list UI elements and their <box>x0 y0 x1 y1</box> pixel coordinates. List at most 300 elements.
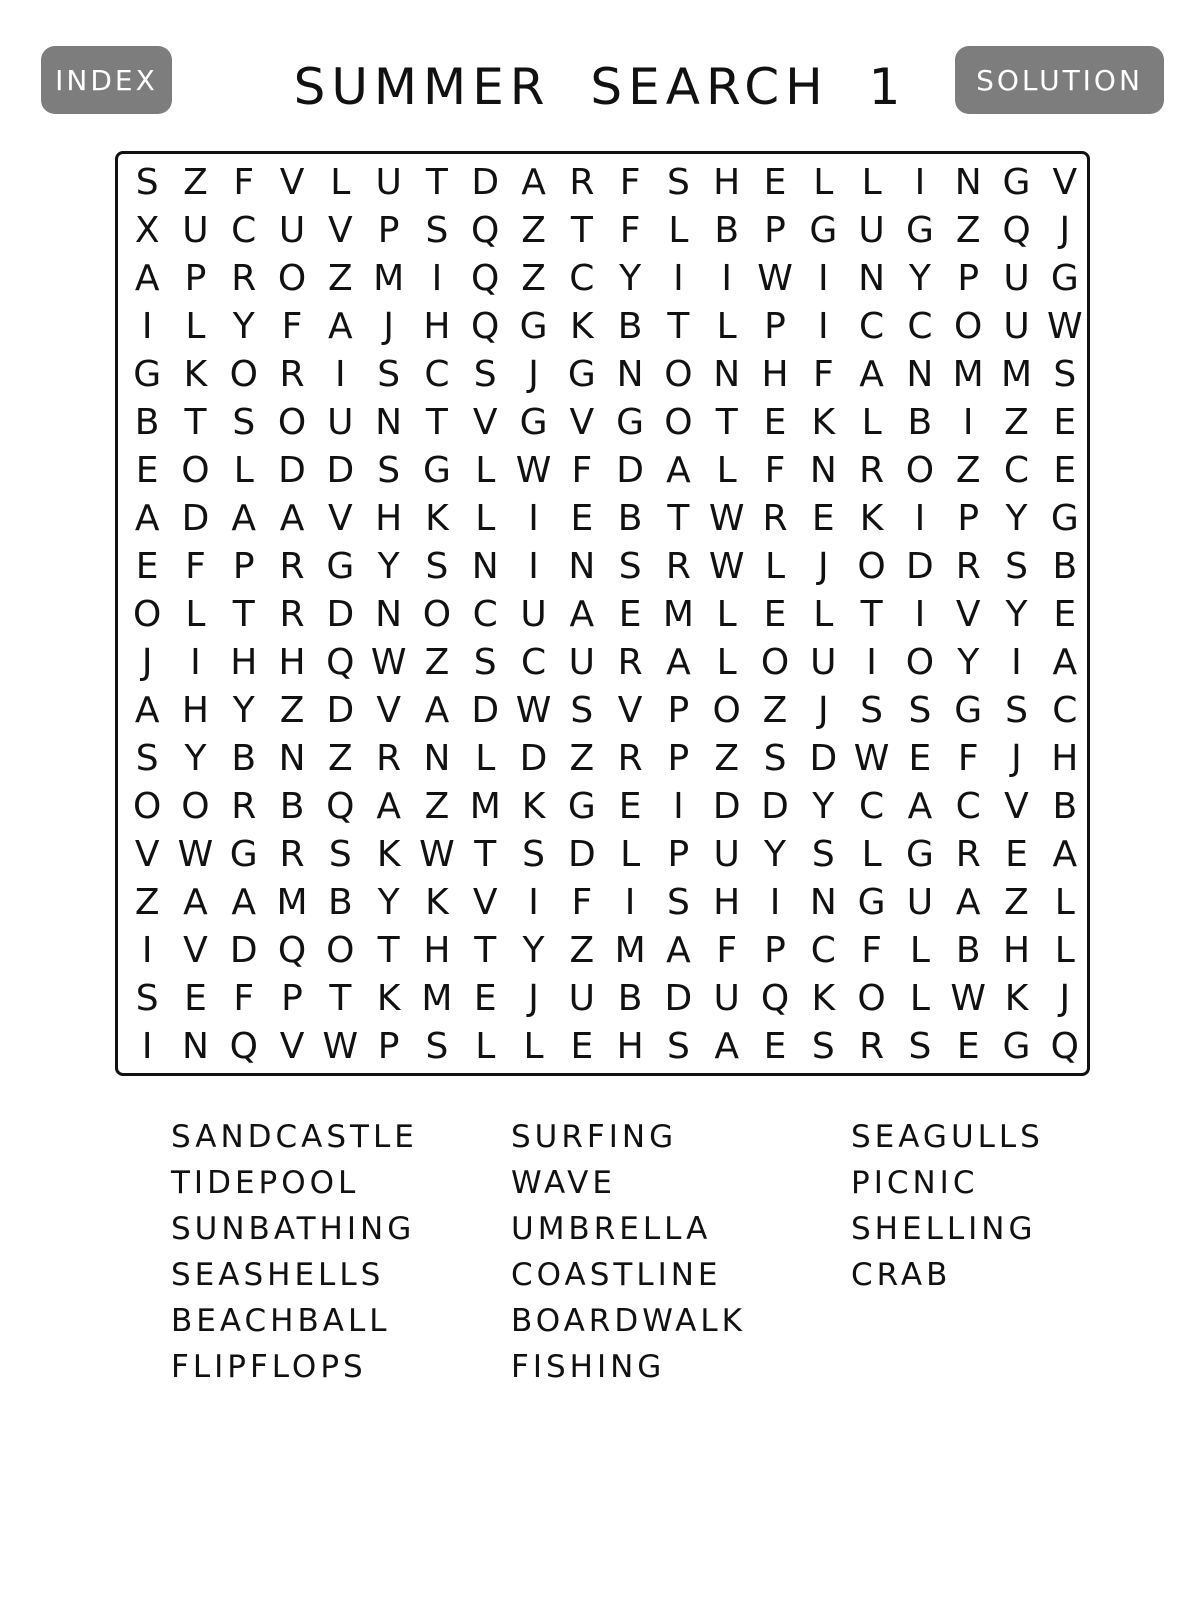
grid-cell[interactable]: G <box>519 401 548 443</box>
grid-cell[interactable]: P <box>281 977 303 1019</box>
grid-cell[interactable]: L <box>330 161 351 203</box>
grid-cell[interactable]: I <box>335 353 346 395</box>
grid-cell[interactable]: F <box>764 449 786 491</box>
grid-cell[interactable]: Z <box>569 929 595 971</box>
grid-cell[interactable]: F <box>812 353 834 395</box>
grid-cell[interactable]: Z <box>328 737 353 779</box>
grid-cell[interactable]: O <box>277 401 307 443</box>
grid-cell[interactable]: R <box>231 257 257 299</box>
grid-cell[interactable]: D <box>616 449 644 491</box>
grid-cell[interactable]: I <box>769 881 781 923</box>
grid-cell[interactable]: B <box>955 929 981 971</box>
grid-cell[interactable]: E <box>908 737 932 779</box>
grid-cell[interactable]: R <box>279 593 305 635</box>
grid-cell[interactable]: J <box>817 545 829 587</box>
grid-cell[interactable]: C <box>569 257 595 299</box>
grid-cell[interactable]: W <box>950 977 986 1019</box>
grid-cell[interactable]: L <box>233 449 254 491</box>
grid-cell[interactable]: H <box>616 1025 644 1067</box>
grid-cell[interactable]: L <box>668 209 689 251</box>
grid-cell[interactable]: Q <box>229 1025 258 1067</box>
grid-cell[interactable]: P <box>764 305 786 347</box>
grid-cell[interactable]: E <box>570 1025 594 1067</box>
grid-cell[interactable]: M <box>952 353 984 395</box>
grid-cell[interactable]: G <box>229 833 258 875</box>
grid-cell[interactable]: L <box>716 449 737 491</box>
grid-cell[interactable]: Z <box>134 881 160 923</box>
grid-cell[interactable]: C <box>231 209 257 251</box>
grid-cell[interactable]: C <box>520 641 547 683</box>
grid-cell[interactable]: G <box>1002 1025 1031 1067</box>
grid-cell[interactable]: S <box>1005 545 1028 587</box>
grid-cell[interactable]: G <box>1050 257 1079 299</box>
grid-cell[interactable]: N <box>858 257 886 299</box>
grid-cell[interactable]: V <box>183 929 208 971</box>
grid-cell[interactable]: U <box>858 209 885 251</box>
grid-cell[interactable]: Q <box>326 785 355 827</box>
grid-cell[interactable]: V <box>328 209 353 251</box>
grid-cell[interactable]: T <box>667 305 690 347</box>
grid-cell[interactable]: R <box>617 737 643 779</box>
grid-cell[interactable]: R <box>762 497 788 539</box>
grid-cell[interactable]: Z <box>569 737 595 779</box>
grid-cell[interactable]: B <box>617 497 643 539</box>
grid-cell[interactable]: B <box>714 209 740 251</box>
grid-cell[interactable]: Z <box>521 257 546 299</box>
grid-cell[interactable]: H <box>230 641 258 683</box>
grid-cell[interactable]: O <box>181 449 210 491</box>
grid-cell[interactable]: A <box>569 593 595 635</box>
grid-cell[interactable]: B <box>1052 785 1078 827</box>
grid-cell[interactable]: M <box>276 881 308 923</box>
grid-cell[interactable]: W <box>757 257 793 299</box>
grid-cell[interactable]: Z <box>762 689 788 731</box>
grid-cell[interactable]: U <box>713 833 740 875</box>
grid-cell[interactable]: G <box>133 353 162 395</box>
grid-cell[interactable]: U <box>520 593 547 635</box>
grid-cell[interactable]: A <box>666 449 691 491</box>
grid-cell[interactable]: O <box>181 785 210 827</box>
grid-cell[interactable]: O <box>857 977 886 1019</box>
grid-cell[interactable]: K <box>521 785 546 827</box>
grid-cell[interactable]: L <box>861 401 882 443</box>
grid-cell[interactable]: U <box>278 209 306 251</box>
grid-cell[interactable]: L <box>716 593 737 635</box>
grid-cell[interactable]: Q <box>760 977 790 1019</box>
grid-cell[interactable]: T <box>667 497 690 539</box>
grid-cell[interactable]: N <box>375 401 403 443</box>
grid-cell[interactable]: L <box>620 833 641 875</box>
grid-cell[interactable]: N <box>568 545 596 587</box>
grid-cell[interactable]: T <box>184 401 207 443</box>
grid-cell[interactable]: J <box>528 977 539 1019</box>
grid-cell[interactable]: S <box>1053 353 1077 395</box>
grid-cell[interactable]: F <box>571 449 593 491</box>
grid-cell[interactable]: H <box>1002 929 1031 971</box>
grid-cell[interactable]: L <box>523 1025 544 1067</box>
grid-cell[interactable]: W <box>515 689 552 731</box>
grid-cell[interactable]: P <box>377 1025 400 1067</box>
grid-cell[interactable]: N <box>181 1025 209 1067</box>
grid-cell[interactable]: R <box>376 737 402 779</box>
grid-cell[interactable]: Y <box>957 641 980 683</box>
grid-cell[interactable]: F <box>571 881 593 923</box>
grid-cell[interactable]: Q <box>1050 1025 1079 1067</box>
grid-cell[interactable]: T <box>860 593 883 635</box>
grid-cell[interactable]: A <box>1052 641 1078 683</box>
grid-cell[interactable]: S <box>666 881 690 923</box>
grid-cell[interactable]: I <box>141 305 153 347</box>
grid-cell[interactable]: O <box>132 593 162 635</box>
grid-cell[interactable]: T <box>232 593 255 635</box>
grid-cell[interactable]: E <box>1053 449 1077 491</box>
grid-cell[interactable]: O <box>277 257 307 299</box>
grid-cell[interactable]: L <box>475 497 496 539</box>
grid-cell[interactable]: I <box>721 257 733 299</box>
grid-cell[interactable]: A <box>955 881 981 923</box>
grid-cell[interactable]: Y <box>184 737 207 779</box>
grid-cell[interactable]: T <box>570 209 593 251</box>
grid-cell[interactable]: S <box>860 689 884 731</box>
grid-cell[interactable]: L <box>1054 929 1075 971</box>
grid-cell[interactable]: F <box>619 161 641 203</box>
grid-cell[interactable]: N <box>906 353 934 395</box>
grid-cell[interactable]: D <box>471 161 500 203</box>
grid-cell[interactable]: V <box>1004 785 1029 827</box>
grid-cell[interactable]: N <box>423 737 451 779</box>
grid-cell[interactable]: I <box>1011 641 1022 683</box>
grid-cell[interactable]: D <box>229 929 258 971</box>
grid-cell[interactable]: S <box>666 161 690 203</box>
grid-cell[interactable]: C <box>1052 689 1078 731</box>
grid-cell[interactable]: S <box>811 1025 835 1067</box>
grid-cell[interactable]: S <box>522 833 545 875</box>
grid-cell[interactable]: Y <box>1005 593 1028 635</box>
grid-cell[interactable]: W <box>708 545 745 587</box>
grid-cell[interactable]: K <box>1004 977 1029 1019</box>
grid-cell[interactable]: B <box>1052 545 1078 587</box>
grid-cell[interactable]: S <box>908 689 932 731</box>
grid-cell[interactable]: L <box>909 929 930 971</box>
grid-cell[interactable]: C <box>810 929 836 971</box>
grid-cell[interactable]: H <box>375 497 403 539</box>
grid-cell[interactable]: J <box>1059 209 1071 251</box>
grid-cell[interactable]: R <box>617 641 643 683</box>
grid-cell[interactable]: G <box>567 785 596 827</box>
grid-cell[interactable]: P <box>232 545 255 587</box>
grid-cell[interactable]: U <box>568 641 595 683</box>
grid-cell[interactable]: B <box>617 977 643 1019</box>
grid-cell[interactable]: C <box>1003 449 1030 491</box>
grid-cell[interactable]: D <box>471 689 500 731</box>
grid-cell[interactable]: Z <box>183 161 208 203</box>
grid-cell[interactable]: F <box>281 305 303 347</box>
grid-cell[interactable]: S <box>763 737 787 779</box>
grid-cell[interactable]: D <box>519 737 548 779</box>
grid-cell[interactable]: Q <box>326 641 355 683</box>
grid-cell[interactable]: P <box>764 929 786 971</box>
grid-cell[interactable]: A <box>424 689 450 731</box>
grid-cell[interactable]: L <box>813 161 834 203</box>
grid-cell[interactable]: K <box>183 353 208 395</box>
grid-cell[interactable]: F <box>233 977 255 1019</box>
grid-cell[interactable]: G <box>1050 497 1079 539</box>
grid-cell[interactable]: A <box>231 497 257 539</box>
grid-cell[interactable]: L <box>185 305 206 347</box>
grid-cell[interactable]: O <box>422 593 452 635</box>
grid-cell[interactable]: H <box>1051 737 1079 779</box>
grid-cell[interactable]: Z <box>714 737 740 779</box>
grid-cell[interactable]: E <box>135 545 159 587</box>
grid-cell[interactable]: C <box>472 593 498 635</box>
grid-cell[interactable]: D <box>326 689 355 731</box>
grid-cell[interactable]: I <box>624 881 636 923</box>
grid-cell[interactable]: A <box>376 785 401 827</box>
grid-cell[interactable]: M <box>1000 353 1033 395</box>
grid-cell[interactable]: N <box>471 545 499 587</box>
grid-cell[interactable]: V <box>134 833 160 875</box>
grid-cell[interactable]: N <box>616 353 644 395</box>
grid-cell[interactable]: Y <box>232 305 255 347</box>
grid-cell[interactable]: R <box>279 833 305 875</box>
grid-cell[interactable]: U <box>906 881 934 923</box>
grid-cell[interactable]: C <box>907 305 933 347</box>
grid-cell[interactable]: A <box>521 161 546 203</box>
grid-cell[interactable]: Y <box>908 257 931 299</box>
grid-cell[interactable]: N <box>809 881 837 923</box>
grid-cell[interactable]: C <box>424 353 450 395</box>
grid-cell[interactable]: E <box>1053 593 1077 635</box>
grid-cell[interactable]: K <box>570 305 594 347</box>
grid-cell[interactable]: M <box>421 977 453 1019</box>
grid-cell[interactable]: F <box>957 737 979 779</box>
grid-cell[interactable]: I <box>528 881 539 923</box>
grid-cell[interactable]: R <box>665 545 691 587</box>
grid-cell[interactable]: L <box>813 593 834 635</box>
grid-cell[interactable]: F <box>619 209 641 251</box>
grid-cell[interactable]: A <box>1052 833 1078 875</box>
grid-cell[interactable]: K <box>811 401 836 443</box>
grid-cell[interactable]: A <box>183 881 208 923</box>
grid-cell[interactable]: P <box>184 257 207 299</box>
grid-cell[interactable]: F <box>233 161 255 203</box>
grid-cell[interactable]: Y <box>377 545 400 587</box>
grid-cell[interactable]: Q <box>471 305 500 347</box>
grid-cell[interactable]: T <box>474 833 497 875</box>
grid-cell[interactable]: D <box>326 449 355 491</box>
grid-cell[interactable]: U <box>375 161 402 203</box>
grid-cell[interactable]: W <box>322 1025 359 1067</box>
grid-cell[interactable]: L <box>475 449 496 491</box>
grid-cell[interactable]: H <box>713 881 741 923</box>
grid-cell[interactable]: R <box>279 545 305 587</box>
grid-cell[interactable]: V <box>472 401 498 443</box>
grid-cell[interactable]: Y <box>377 881 400 923</box>
grid-cell[interactable]: U <box>568 977 595 1019</box>
grid-cell[interactable]: J <box>817 689 829 731</box>
grid-cell[interactable]: E <box>473 977 497 1019</box>
grid-cell[interactable]: O <box>905 449 935 491</box>
grid-cell[interactable]: S <box>1005 689 1028 731</box>
grid-cell[interactable]: W <box>370 641 407 683</box>
grid-cell[interactable]: S <box>135 737 159 779</box>
grid-cell[interactable]: V <box>1052 161 1078 203</box>
grid-cell[interactable]: E <box>1005 833 1028 875</box>
grid-cell[interactable]: N <box>954 161 982 203</box>
grid-cell[interactable]: J <box>1059 977 1071 1019</box>
grid-cell[interactable]: B <box>907 401 933 443</box>
grid-cell[interactable]: R <box>955 833 981 875</box>
grid-cell[interactable]: N <box>375 593 403 635</box>
grid-cell[interactable]: D <box>326 593 355 635</box>
grid-cell[interactable]: G <box>1002 161 1031 203</box>
grid-cell[interactable]: E <box>618 593 642 635</box>
grid-cell[interactable]: R <box>279 353 305 395</box>
grid-cell[interactable]: V <box>376 689 401 731</box>
grid-cell[interactable]: S <box>908 1025 932 1067</box>
grid-cell[interactable]: T <box>425 161 448 203</box>
grid-cell[interactable]: S <box>618 545 642 587</box>
grid-cell[interactable]: W <box>853 737 890 779</box>
grid-cell[interactable]: Z <box>424 785 450 827</box>
grid-cell[interactable]: O <box>760 641 790 683</box>
grid-cell[interactable]: D <box>906 545 934 587</box>
grid-cell[interactable]: I <box>914 161 926 203</box>
grid-cell[interactable]: A <box>859 353 884 395</box>
grid-cell[interactable]: L <box>861 161 882 203</box>
grid-cell[interactable]: Y <box>522 929 545 971</box>
grid-cell[interactable]: A <box>666 929 691 971</box>
grid-cell[interactable]: G <box>857 881 886 923</box>
grid-cell[interactable]: U <box>182 209 209 251</box>
grid-cell[interactable]: O <box>326 929 355 971</box>
grid-cell[interactable]: C <box>859 785 885 827</box>
grid-cell[interactable]: I <box>431 257 443 299</box>
grid-cell[interactable]: S <box>425 1025 449 1067</box>
grid-cell[interactable]: G <box>905 833 934 875</box>
grid-cell[interactable]: E <box>763 1025 787 1067</box>
grid-cell[interactable]: G <box>422 449 451 491</box>
grid-cell[interactable]: O <box>229 353 258 395</box>
grid-cell[interactable]: N <box>278 737 306 779</box>
grid-cell[interactable]: R <box>859 1025 885 1067</box>
grid-cell[interactable]: S <box>135 977 159 1019</box>
grid-cell[interactable]: W <box>419 833 455 875</box>
grid-cell[interactable]: Z <box>328 257 353 299</box>
grid-cell[interactable]: W <box>708 497 745 539</box>
grid-cell[interactable]: V <box>328 497 353 539</box>
grid-cell[interactable]: A <box>279 497 305 539</box>
grid-cell[interactable]: F <box>716 929 738 971</box>
grid-cell[interactable]: K <box>376 833 401 875</box>
grid-cell[interactable]: O <box>664 401 693 443</box>
grid-cell[interactable]: Z <box>955 449 981 491</box>
grid-cell[interactable]: B <box>231 737 257 779</box>
grid-cell[interactable]: L <box>909 977 930 1019</box>
grid-cell[interactable]: W <box>1046 305 1083 347</box>
grid-cell[interactable]: B <box>327 881 353 923</box>
grid-cell[interactable]: I <box>190 641 201 683</box>
grid-cell[interactable]: Z <box>424 641 450 683</box>
grid-cell[interactable]: I <box>141 929 153 971</box>
grid-cell[interactable]: M <box>469 785 501 827</box>
grid-cell[interactable]: H <box>181 689 209 731</box>
grid-cell[interactable]: V <box>279 161 305 203</box>
grid-cell[interactable]: E <box>763 401 787 443</box>
grid-cell[interactable]: L <box>716 641 737 683</box>
grid-cell[interactable]: L <box>475 1025 496 1067</box>
grid-cell[interactable]: A <box>134 689 160 731</box>
grid-cell[interactable]: D <box>278 449 306 491</box>
grid-cell[interactable]: F <box>861 929 882 971</box>
grid-cell[interactable]: T <box>715 401 738 443</box>
index-button[interactable]: INDEX <box>41 46 172 114</box>
grid-cell[interactable]: I <box>528 545 539 587</box>
grid-cell[interactable]: Z <box>955 209 981 251</box>
grid-cell[interactable]: L <box>185 593 206 635</box>
grid-cell[interactable]: Q <box>277 929 307 971</box>
grid-cell[interactable]: U <box>327 401 354 443</box>
grid-cell[interactable]: N <box>809 449 837 491</box>
grid-cell[interactable]: S <box>811 833 835 875</box>
grid-cell[interactable]: M <box>373 257 405 299</box>
grid-cell[interactable]: I <box>817 305 829 347</box>
grid-cell[interactable]: V <box>617 689 643 731</box>
grid-cell[interactable]: E <box>811 497 835 539</box>
grid-cell[interactable]: H <box>278 641 306 683</box>
grid-cell[interactable]: J <box>383 305 394 347</box>
grid-cell[interactable]: P <box>377 209 400 251</box>
grid-cell[interactable]: S <box>135 161 159 203</box>
grid-cell[interactable]: R <box>231 785 257 827</box>
grid-cell[interactable]: C <box>859 305 885 347</box>
grid-cell[interactable]: H <box>713 161 741 203</box>
grid-cell[interactable]: A <box>714 1025 740 1067</box>
grid-cell[interactable]: P <box>667 689 690 731</box>
grid-cell[interactable]: K <box>859 497 884 539</box>
grid-cell[interactable]: M <box>614 929 646 971</box>
grid-cell[interactable]: E <box>570 497 594 539</box>
grid-cell[interactable]: D <box>761 785 789 827</box>
grid-cell[interactable]: I <box>914 497 926 539</box>
grid-cell[interactable]: Q <box>471 257 500 299</box>
grid-cell[interactable]: Z <box>1004 401 1029 443</box>
grid-cell[interactable]: L <box>475 737 496 779</box>
grid-cell[interactable]: R <box>569 161 595 203</box>
grid-cell[interactable]: P <box>957 257 980 299</box>
grid-cell[interactable]: Z <box>1004 881 1029 923</box>
grid-cell[interactable]: K <box>811 977 836 1019</box>
grid-cell[interactable]: T <box>377 929 400 971</box>
grid-cell[interactable]: G <box>519 305 548 347</box>
grid-cell[interactable]: O <box>857 545 886 587</box>
grid-cell[interactable]: I <box>673 785 684 827</box>
grid-cell[interactable]: Y <box>619 257 642 299</box>
solution-button[interactable]: SOLUTION <box>955 46 1164 114</box>
grid-cell[interactable]: O <box>132 785 162 827</box>
grid-cell[interactable]: I <box>673 257 684 299</box>
grid-cell[interactable]: A <box>231 881 257 923</box>
grid-cell[interactable]: L <box>716 305 737 347</box>
grid-cell[interactable]: A <box>907 785 933 827</box>
grid-cell[interactable]: O <box>954 305 983 347</box>
grid-cell[interactable]: W <box>515 449 552 491</box>
grid-cell[interactable]: J <box>528 353 539 395</box>
grid-cell[interactable]: R <box>859 449 885 491</box>
grid-cell[interactable]: E <box>184 977 207 1019</box>
grid-cell[interactable]: E <box>1053 401 1077 443</box>
grid-cell[interactable]: I <box>914 593 926 635</box>
